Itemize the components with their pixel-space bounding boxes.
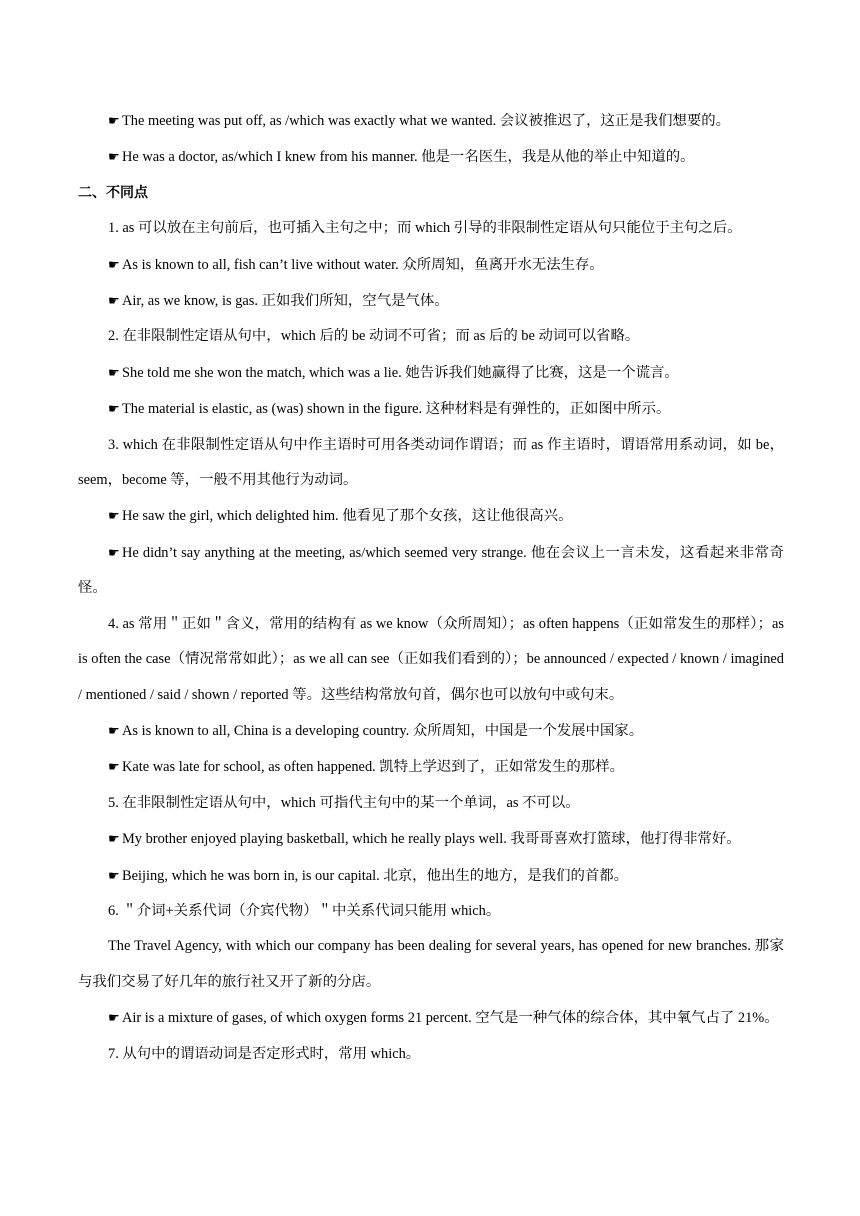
rule-text: 6. ＂介词+关系代词（介宾代物）＂中关系代词只能用 which。 — [108, 902, 501, 919]
rule-text: 2. 在非限制性定语从句中，which 后的 be 动词不可省；而 as 后的 be 动词可以省略。 — [108, 328, 640, 345]
line-text: He saw the girl, which delighted him. 他看见了那个女孩，这让他很高兴。 — [122, 508, 573, 525]
line-text: Beijing, which he was born in, is our capital. 北京，他出生的地方，是我们的首都。 — [122, 867, 629, 884]
example-sentence — [78, 247, 784, 283]
example-sentence — [78, 749, 784, 785]
rule-text: 5. 在非限制性定语从句中，which 可指代主句中的某一个单词，as 不可以。 — [108, 794, 580, 811]
example-sentence — [78, 355, 784, 391]
example-sentence — [78, 391, 784, 427]
rule-text: 1. as 可以放在主句前后，也可插入主句之中；而 which 引导的非限制性定语从句只能位于主句之后。 — [108, 220, 742, 237]
line-text: She told me she won the match, which was a lie. 她告诉我们她赢得了比赛，这是一个谎言。 — [122, 364, 679, 381]
rule-text: 3. which 在非限制性定语从句中作主语时可用各类动词作谓语；而 as 作主语时，谓语常用系动词，如 be，seem，become 等，一般不用其他行为动词。 — [78, 436, 784, 489]
line-text: As is known to all, fish can’t live without water. 众所周知，鱼离开水无法生存。 — [122, 256, 604, 273]
pointing-hand-icon: ☛ — [108, 149, 120, 165]
document-body — [78, 103, 784, 1072]
line-text: He didn’t say anything at the meeting, as/which seemed very strange. 他在会议上一言未发，这看起来非常奇怪。 — [78, 544, 784, 597]
line-text: The meeting was put off, as /which was exactly what we wanted. 会议被推迟了，这正是我们想要的。 — [122, 113, 731, 129]
line-text: He was a doctor, as/which I knew from his manner. 他是一名医生，我是从他的举止中知道的。 — [122, 149, 695, 166]
pointing-hand-icon: ☛ — [108, 508, 120, 524]
example-sentence — [78, 498, 784, 534]
example-sentence — [78, 1000, 784, 1036]
pointing-hand-icon: ☛ — [108, 401, 120, 417]
example-sentence — [78, 713, 784, 749]
example-sentence — [78, 535, 784, 607]
section-heading: 二、不同点 — [78, 184, 148, 201]
pointing-hand-icon: ☛ — [108, 364, 120, 380]
example-sentence — [78, 103, 784, 139]
pointing-hand-icon: ☛ — [108, 256, 120, 272]
pointing-hand-icon: ☛ — [108, 544, 120, 560]
line-text: Air, as we know, is gas. 正如我们所知，空气是气体。 — [122, 293, 449, 310]
rule-text: 4. as 常用＂正如＂含义，常用的结构有 as we know（众所周知）；as often happens（正如常发生的那样）；as is often the case（情况常常如此）；as we all can see（正如我们看到的）；be announced / expected / known / imagined / mentioned / said / shown / reported 等。这些结构常放句首，偶尔也可以放句中或句末。 — [78, 615, 784, 703]
line-text: As is known to all, China is a developing country. 众所周知，中国是一个发展中国家。 — [122, 722, 644, 739]
example-sentence — [78, 139, 784, 175]
pointing-hand-icon: ☛ — [108, 293, 120, 309]
line-text: My brother enjoyed playing basketball, which he really plays well. 我哥哥喜欢打篮球，他打得非常好。 — [122, 831, 741, 848]
example-sentence — [78, 283, 784, 319]
pointing-hand-icon: ☛ — [108, 1010, 120, 1026]
example-sentence — [78, 858, 784, 894]
pointing-hand-icon: ☛ — [108, 867, 120, 883]
pointing-hand-icon: ☛ — [108, 831, 120, 847]
line-text: The material is elastic, as (was) shown in the figure. 这种材料是有弹性的，正如图中所示。 — [122, 401, 671, 418]
pointing-hand-icon: ☛ — [108, 113, 120, 128]
example-sentence: The Travel Agency, with which our company has been dealing for several years, has opened for new branches. 那家与我们交易了好几年的旅行社又开了新的分店。 — [78, 938, 784, 990]
line-text: Kate was late for school, as often happened. 凯特上学迟到了，正如常发生的那样。 — [122, 759, 624, 776]
pointing-hand-icon: ☛ — [108, 759, 120, 775]
pointing-hand-icon: ☛ — [108, 722, 120, 738]
line-text: Air is a mixture of gases, of which oxygen forms 21 percent. 空气是一种气体的综合体，其中氧气占了 21%。 — [122, 1010, 779, 1027]
rule-text: 7. 从句中的谓语动词是否定形式时，常用 which。 — [108, 1045, 421, 1062]
example-sentence — [78, 821, 784, 857]
